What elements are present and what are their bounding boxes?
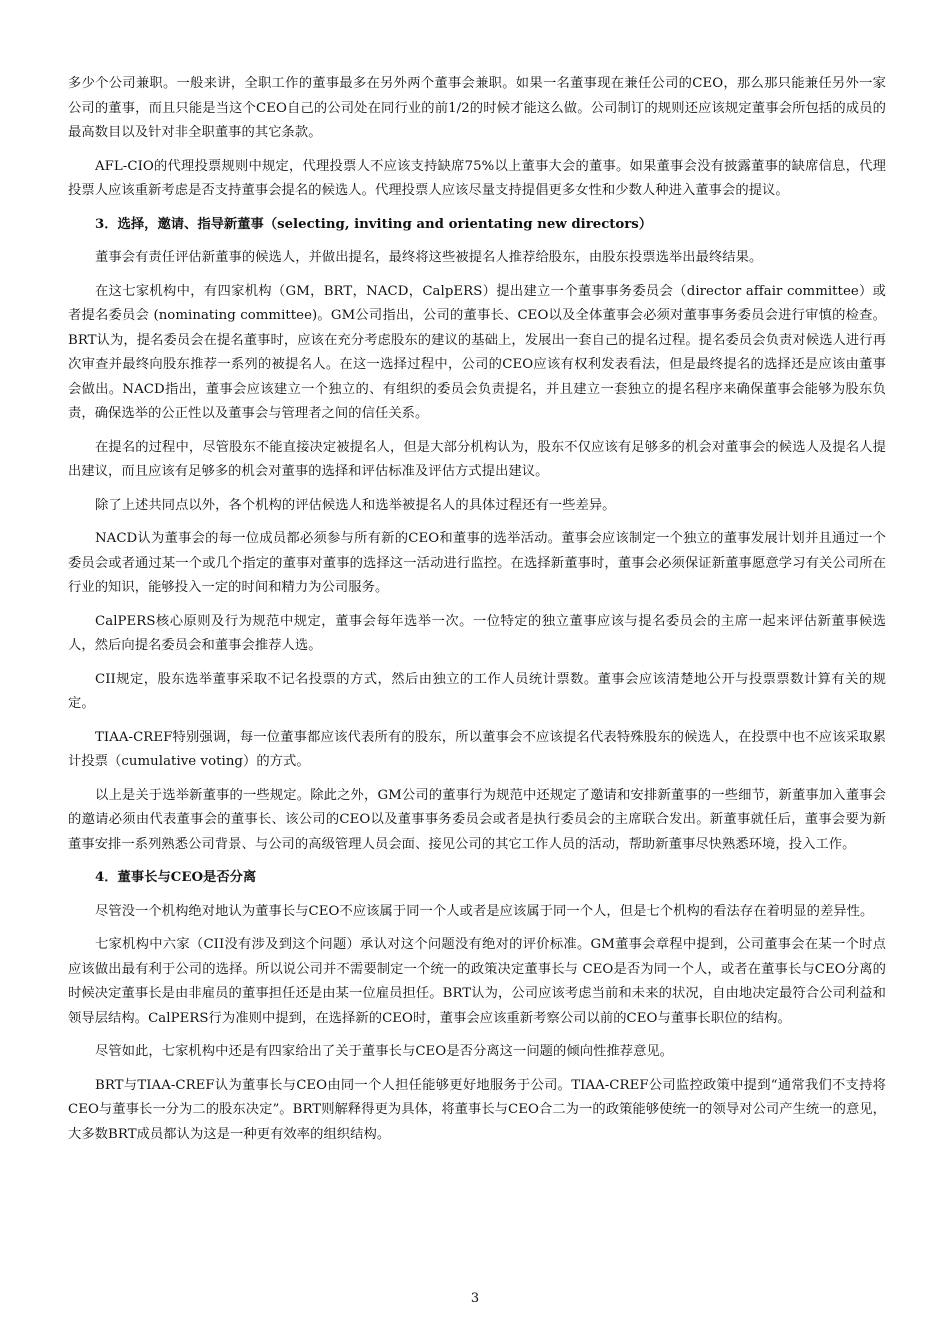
section-heading-3-new-directors: 3．选择，邀请、指导新董事（selecting, inviting and orientating new directors） bbox=[95, 216, 653, 232]
paragraph-nacd: NACD认为董事会的每一位成员都必须参与所有新的CEO和董事的选举活动。董事会应该制定一个独立的董事发展计划并且通过一个委员会或者通过某一个或几个指定的董事对董事的选择这一活动进行监控。在选择新董事时，董事会必须保证新董事愿意学习有关公司所在行业的知识，能够投入一定的时间和精力为公司服务。 bbox=[68, 531, 886, 595]
paragraph-board-service-limits: 多少个公司兼职。一般来讲，全职工作的董事最多在另外两个董事会兼职。如果一名董事现在兼任公司的CEO，那么那只能兼任另外一家公司的董事，而且只能是当这个CEO自己的公司处在同行业的前1/2的时候才能这么做。公司制订的规则还应该规定董事会所包括的成员的最高数目以及针对非全职董事的其它条款。 bbox=[68, 76, 886, 140]
section-heading-4-chairman-ceo: 4．董事长与CEO是否分离 bbox=[95, 870, 257, 885]
document-page bbox=[68, 72, 886, 1156]
paragraph-four-recommendations: 尽管如此，七家机构中还是有四家给出了关于董事长与CEO是否分离这一问题的倾向性推荐意见。 bbox=[95, 1044, 674, 1059]
paragraph-nominating-committee: 在这七家机构中，有四家机构（GM，BRT，NACD，CalpERS）提出建立一个董事事务委员会（director affair committee）或者提名委员会 (nominating committee)。GM公司指出，公司的董事长、CEO以及全体董事会必须对董事事务委员会进行审慎的检查。BRT认为，提名委员会在提名董事时，应该在充分考虑股东的建议的基础上，发展出一套自己的提名过程。提名委员会负责对候选人进行再次审查并最终向股东推荐一系列的被提名人。在这一选择过程中，公司的CEO应该有权利发表看法，但是最终提名的选择还是应该由董事会做出。NACD指出，董事会应该建立一个独立的、有组织的委员会负责提名，并且建立一套独立的提名程序来确保董事会能够为股东负责，确保选举的公正性以及董事会与管理者之间的信任关系。 bbox=[68, 283, 886, 421]
paragraph-nomination-process: 在提名的过程中，尽管股东不能直接决定被提名人，但是大部分机构认为，股东不仅应该有足够多的机会对董事会的候选人及提名人提出建议，而且应该有足够多的机会对董事的选择和评估标准及评估方式提出建议。 bbox=[68, 439, 886, 479]
paragraph-tiaa-cref: TIAA-CREF特别强调，每一位董事都应该代表所有的股东，所以董事会不应该提名代表特殊股东的候选人，在投票中也不应该采取累计投票（cumulative voting）的方式。 bbox=[68, 729, 886, 769]
paragraph-calpers: CalPERS核心原则及行为规范中规定，董事会每年选举一次。一位特定的独立董事应该与提名委员会的主席一起来评估新董事候选人，然后向提名委员会和董事会推荐人选。 bbox=[68, 613, 886, 653]
paragraph-afl-cio-rules: AFL-CIO的代理投票规则中规定，代理投票人不应该支持缺席75%以上董事大会的董事。如果董事会没有披露董事的缺席信息，代理投票人应该重新考虑是否支持董事会提名的候选人。代理投票人应该尽量支持提倡更多女性和少数人种进入董事会的提议。 bbox=[68, 158, 886, 198]
paragraph-cii: CII规定，股东选举董事采取不记名投票的方式，然后由独立的工作人员统计票数。董事会应该清楚地公开与投票票数计算有关的规定。 bbox=[68, 671, 886, 711]
paragraph-six-institutions: 七家机构中六家（CII没有涉及到这个问题）承认对这个问题没有绝对的评价标准。GM董事会章程中提到，公司董事会在某一个时点应该做出最有利于公司的选择。所以说公司并不需要制定一个统一的政策决定董事长与 CEO是否为同一个人，或者在董事长与CEO分离的时候决定董事长是由非雇员的董事担任还是由某一位雇员担任。BRT认为，公司应该考虑当前和未来的状况，自由地决定最符合公司利益和领导层结构。CalPERS行为准则中提到，在选择新的CEO时，董事会应该重新考察公司以前的CEO与董事长职位的结构。 bbox=[68, 937, 886, 1026]
page-number: 3 bbox=[470, 1291, 480, 1306]
paragraph-gm-orientation: 以上是关于选举新董事的一些规定。除此之外，GM公司的董事行为规范中还规定了邀请和安排新董事的一些细节，新董事加入董事会的邀请必须由代表董事会的董事长、该公司的CEO以及董事事务委员会或者是执行委员会的主席联合发出。新董事就任后，董事会要为新董事安排一系列熟悉公司背景、与公司的高级管理人员会面、接见公司的其它工作人员的活动，帮助新董事尽快熟悉环境，投入工作。 bbox=[68, 787, 886, 852]
paragraph-brt-tiaa: BRT与TIAA-CREF认为董事长与CEO由同一个人担任能够更好地服务于公司。TIAA-CREF公司监控政策中提到“通常我们不支持将CEO与董事长一分为二的股东决定”。BRT则解释得更为具体，将董事长与CEO合二为一的政策能够使统一的领导对公司产生统一的意见，大多数BRT成员都认为这是一种更有效率的组织结构。 bbox=[68, 1077, 887, 1142]
paragraph-chairman-ceo-intro: 尽管没一个机构绝对地认为董事长与CEO不应该属于同一个人或者是应该属于同一个人，但是七个机构的看法存在着明显的差异性。 bbox=[95, 903, 874, 919]
paragraph-differences: 除了上述共同点以外，各个机构的评估候选人和选举被提名人的具体过程还有一些差异。 bbox=[95, 497, 616, 513]
paragraph-board-responsibility: 董事会有责任评估新董事的候选人，并做出提名，最终将这些被提名人推荐给股东，由股东投票选举出最终结果。 bbox=[95, 250, 763, 265]
